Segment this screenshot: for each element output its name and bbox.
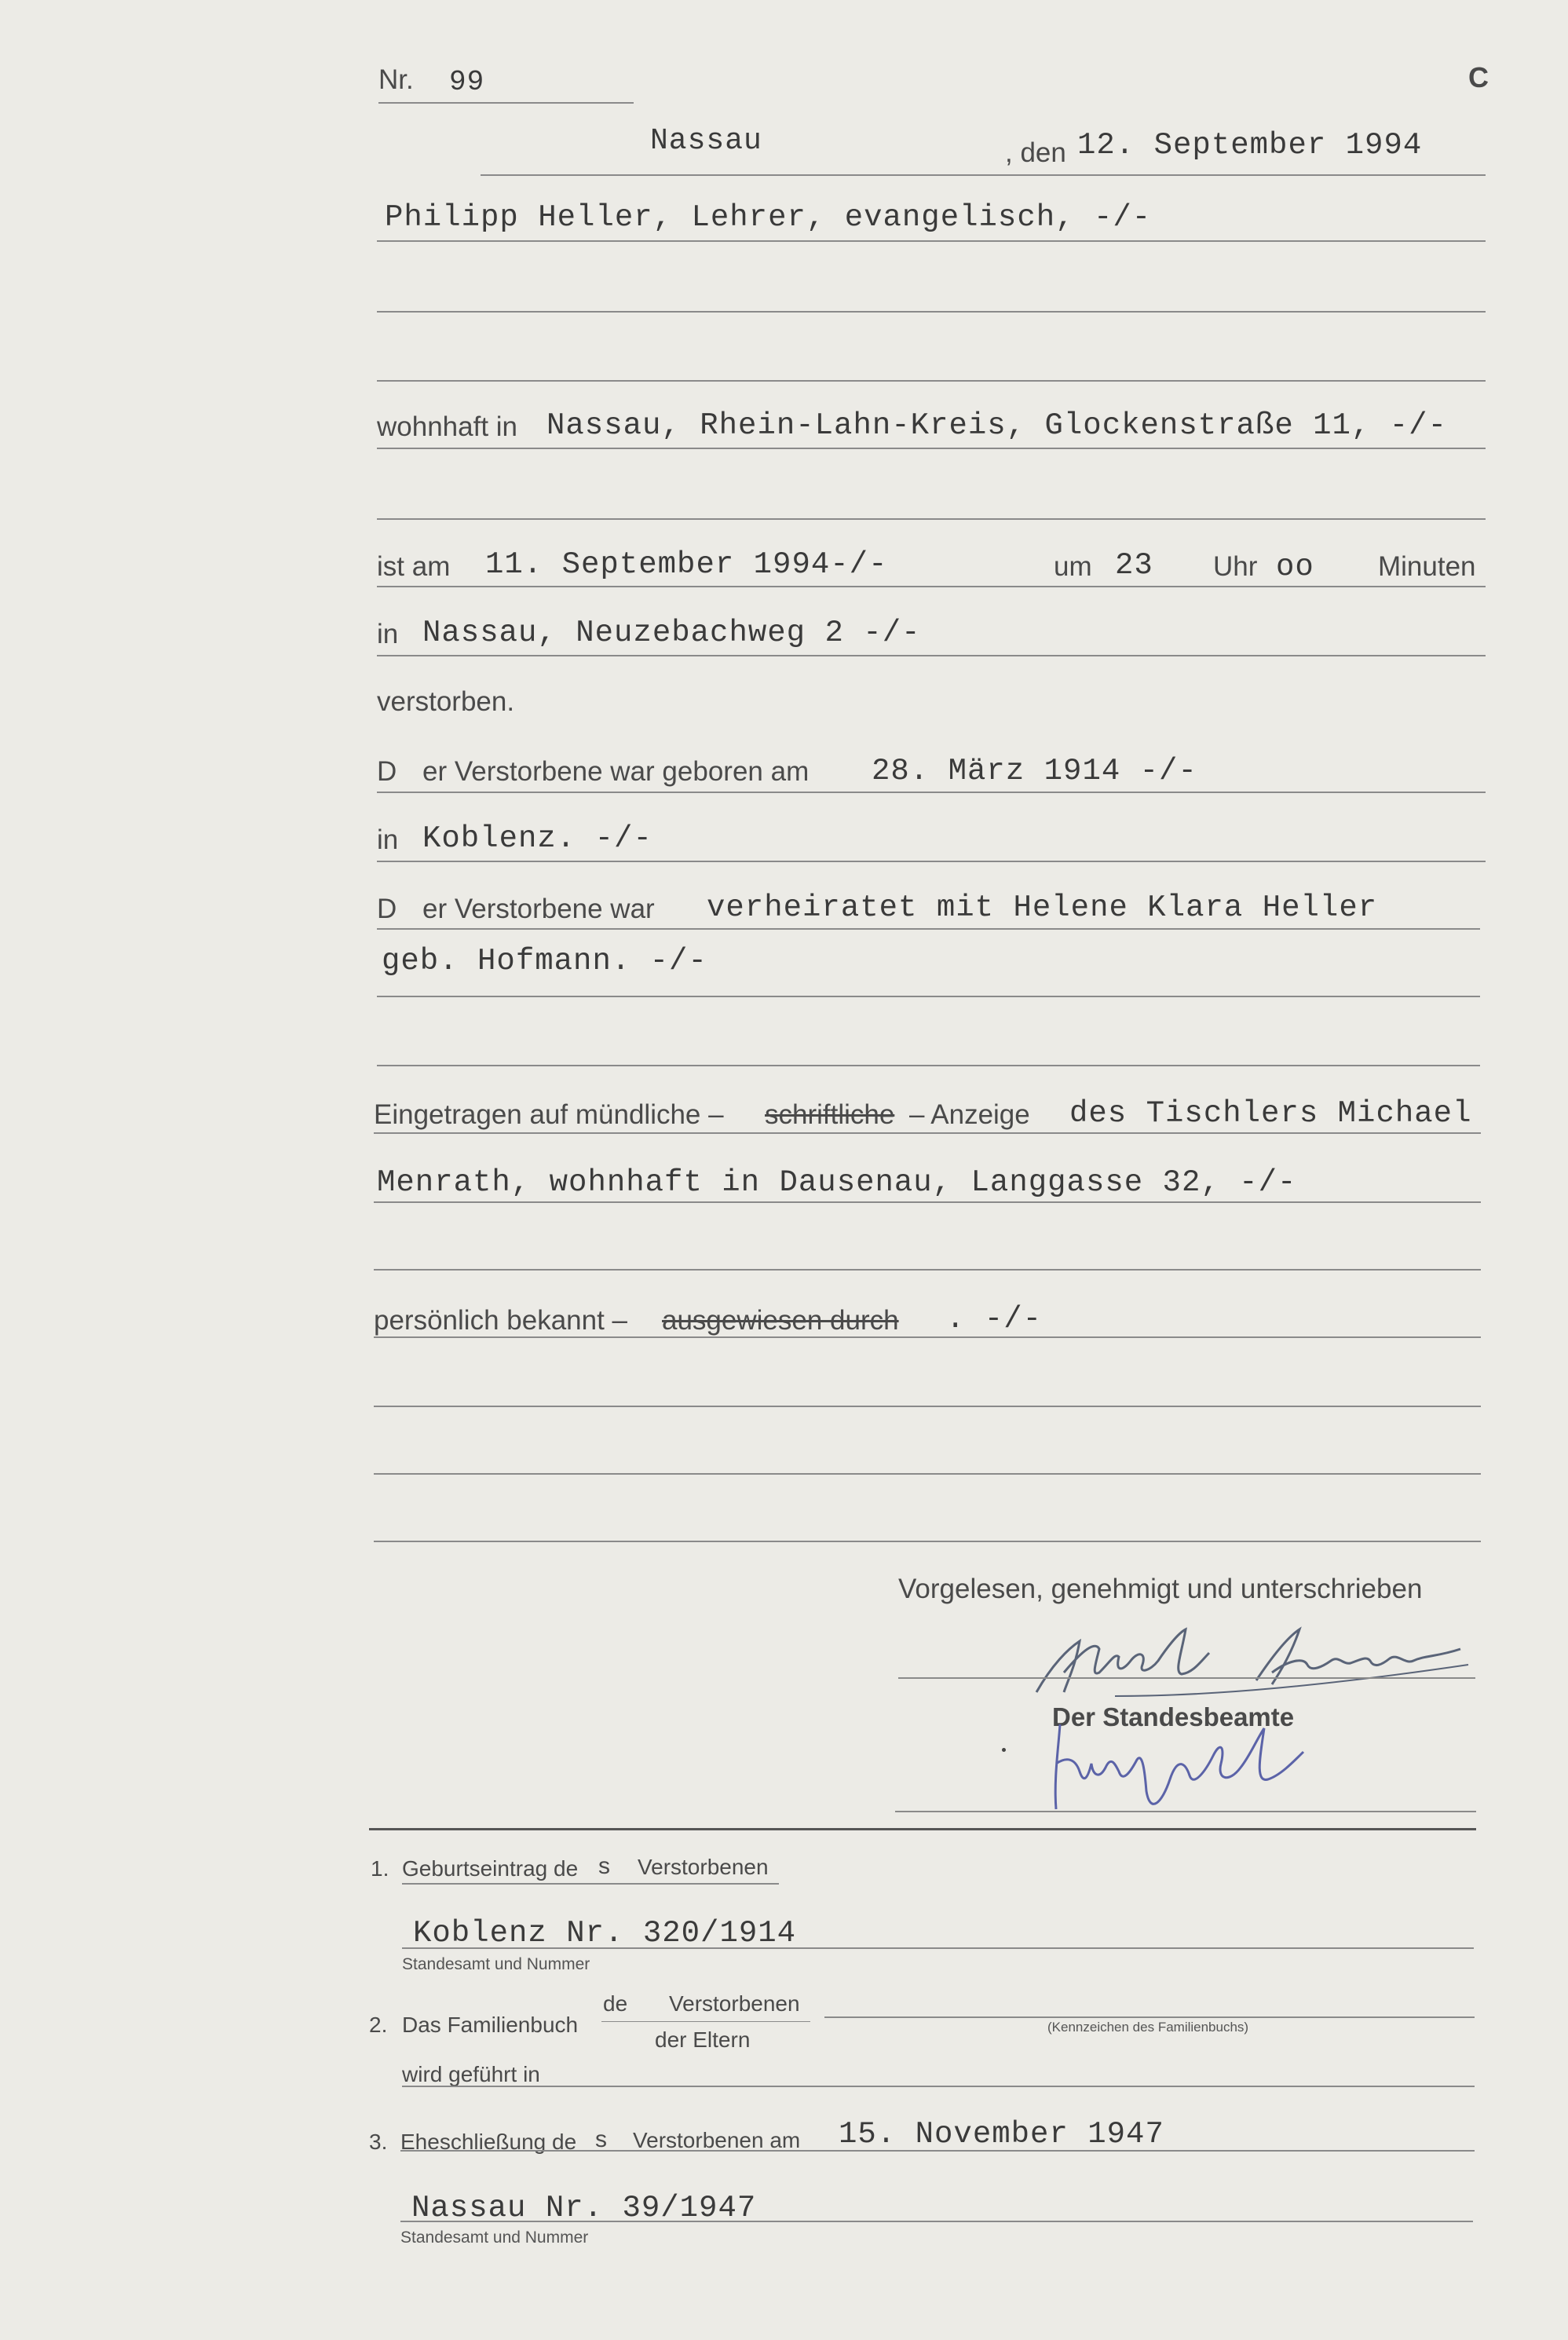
- entry-line2: [374, 1201, 1481, 1203]
- blank-line-4: [377, 1065, 1480, 1066]
- note2-fraction-line: [601, 2021, 810, 2022]
- declarant-line1: Philipp Heller, Lehrer, evangelisch, -/-: [385, 200, 1152, 235]
- marriage-line2-rule: [377, 996, 1480, 997]
- entry-prefix: Eingetragen auf mündliche –: [374, 1099, 724, 1130]
- death-in-label: in: [377, 619, 399, 649]
- note3-value: Nassau Nr. 39/1947: [411, 2191, 757, 2225]
- date-value: 12. September 1994: [1077, 128, 1423, 163]
- note1-num: 1.: [371, 1856, 389, 1881]
- registrar-signature-line: [895, 1811, 1476, 1812]
- note3-word: Verstorbenen am: [633, 2128, 801, 2152]
- entry-value1: des Tischlers Michael: [1069, 1096, 1472, 1131]
- birth-text: er Verstorbene war geboren am: [422, 756, 810, 787]
- identity-prefix: persönlich bekannt –: [374, 1305, 627, 1336]
- nr-line: [378, 102, 634, 104]
- note3-date: 15. November 1947: [839, 2117, 1164, 2152]
- birth-place-line: [377, 861, 1486, 862]
- note2-bottom: der Eltern: [655, 2027, 751, 2052]
- note2-label: Das Familienbuch: [402, 2013, 579, 2037]
- entry-value2: Menrath, wohnhaft in Dausenau, Langgasse 32, -/-: [377, 1165, 1297, 1200]
- birth-place: Koblenz. -/-: [422, 821, 652, 856]
- declarant-signature: [1021, 1618, 1476, 1712]
- residence-value: Nassau, Rhein-Lahn-Kreis, Glockenstraße 11, -/-: [546, 408, 1447, 443]
- blank-line-5: [374, 1269, 1481, 1271]
- note3-caption: Standesamt und Nummer: [400, 2228, 589, 2247]
- entry-line1: [374, 1132, 1481, 1134]
- birth-date-line: [377, 792, 1486, 793]
- corner-letter: C: [1468, 61, 1489, 93]
- verstorben-label: verstorben.: [377, 686, 515, 717]
- blank-line-3: [377, 518, 1486, 520]
- marriage-text: er Verstorbene war: [422, 894, 655, 924]
- residence-label: wohnhaft in: [377, 411, 518, 442]
- blank-line-2: [377, 380, 1486, 382]
- note2-caption: (Kennzeichen des Familienbuchs): [1047, 2020, 1249, 2035]
- note1-value-line: [402, 1947, 1474, 1949]
- blank-line-8: [374, 1541, 1481, 1542]
- registrar-label: Der Standesbeamte: [1052, 1702, 1295, 1731]
- note3-num: 3.: [369, 2130, 388, 2154]
- marriage-d-label: D: [377, 894, 397, 924]
- note2-top: de: [603, 1991, 628, 2016]
- identity-struck: ausgewiesen durch: [662, 1305, 899, 1336]
- identity-value: . -/-: [946, 1302, 1043, 1336]
- den-label: , den: [1005, 137, 1066, 168]
- declarant-signature-line: [898, 1677, 1475, 1679]
- death-place: Nassau, Neuzebachweg 2 -/-: [422, 616, 921, 650]
- entry-suffix: – Anzeige: [909, 1099, 1030, 1130]
- identity-line: [374, 1336, 1481, 1338]
- note3-date-line: [400, 2150, 1475, 2152]
- marriage-line2: geb. Hofmann. -/-: [382, 944, 707, 978]
- birth-date: 28. März 1914 -/-: [872, 754, 1197, 788]
- note2-num: 2.: [369, 2013, 388, 2037]
- blank-line-6: [374, 1406, 1481, 1407]
- blank-line-1: [377, 311, 1486, 313]
- death-minutes: oo: [1276, 550, 1314, 584]
- declarant-line1-rule: [377, 240, 1486, 242]
- nr-value: 99: [449, 66, 485, 98]
- note1-word: Verstorbenen: [638, 1855, 769, 1879]
- note2-line2: wird geführt in: [402, 2062, 540, 2086]
- note2-top-word: Verstorbenen: [669, 1991, 800, 2016]
- registrar-signature: [1044, 1717, 1327, 1819]
- nr-label: Nr.: [378, 64, 414, 95]
- death-date: 11. September 1994-/-: [485, 547, 888, 582]
- birth-d-label: D: [377, 756, 397, 787]
- blank-line-7: [374, 1473, 1481, 1475]
- note1-label: Geburtseintrag de: [402, 1856, 579, 1881]
- note3-label: Eheschließung de: [400, 2130, 577, 2154]
- death-time-line: [377, 586, 1486, 587]
- death-hour: 23: [1115, 548, 1153, 583]
- note1-suffix: s: [598, 1853, 610, 1879]
- note3-suffix: s: [595, 2126, 607, 2152]
- dot-mark: [1002, 1748, 1006, 1752]
- place-date-line: [481, 174, 1486, 176]
- note2-book-line: [824, 2016, 1475, 2018]
- um-label: um: [1054, 551, 1092, 582]
- death-place-line: [377, 655, 1486, 656]
- marriage-line1-rule: [377, 928, 1480, 930]
- read-approved-text: Vorgelesen, genehmigt und unterschrieben: [898, 1574, 1423, 1604]
- birth-in-label: in: [377, 824, 399, 855]
- note1-value: Koblenz Nr. 320/1914: [413, 1916, 797, 1951]
- note3-value-line: [400, 2221, 1473, 2222]
- notes-separator: [369, 1828, 1476, 1830]
- residence-line: [377, 448, 1486, 449]
- place-value: Nassau: [650, 124, 762, 158]
- note1-label-line: [402, 1883, 779, 1885]
- minuten-label: Minuten: [1378, 551, 1476, 582]
- uhr-label: Uhr: [1213, 551, 1258, 582]
- entry-struck: schriftliche: [765, 1099, 895, 1130]
- ist-am-label: ist am: [377, 551, 451, 582]
- marriage-line1: verheiratet mit Helene Klara Heller: [707, 890, 1378, 925]
- note1-caption: Standesamt und Nummer: [402, 1955, 590, 1973]
- note2-line2-rule: [402, 2086, 1475, 2087]
